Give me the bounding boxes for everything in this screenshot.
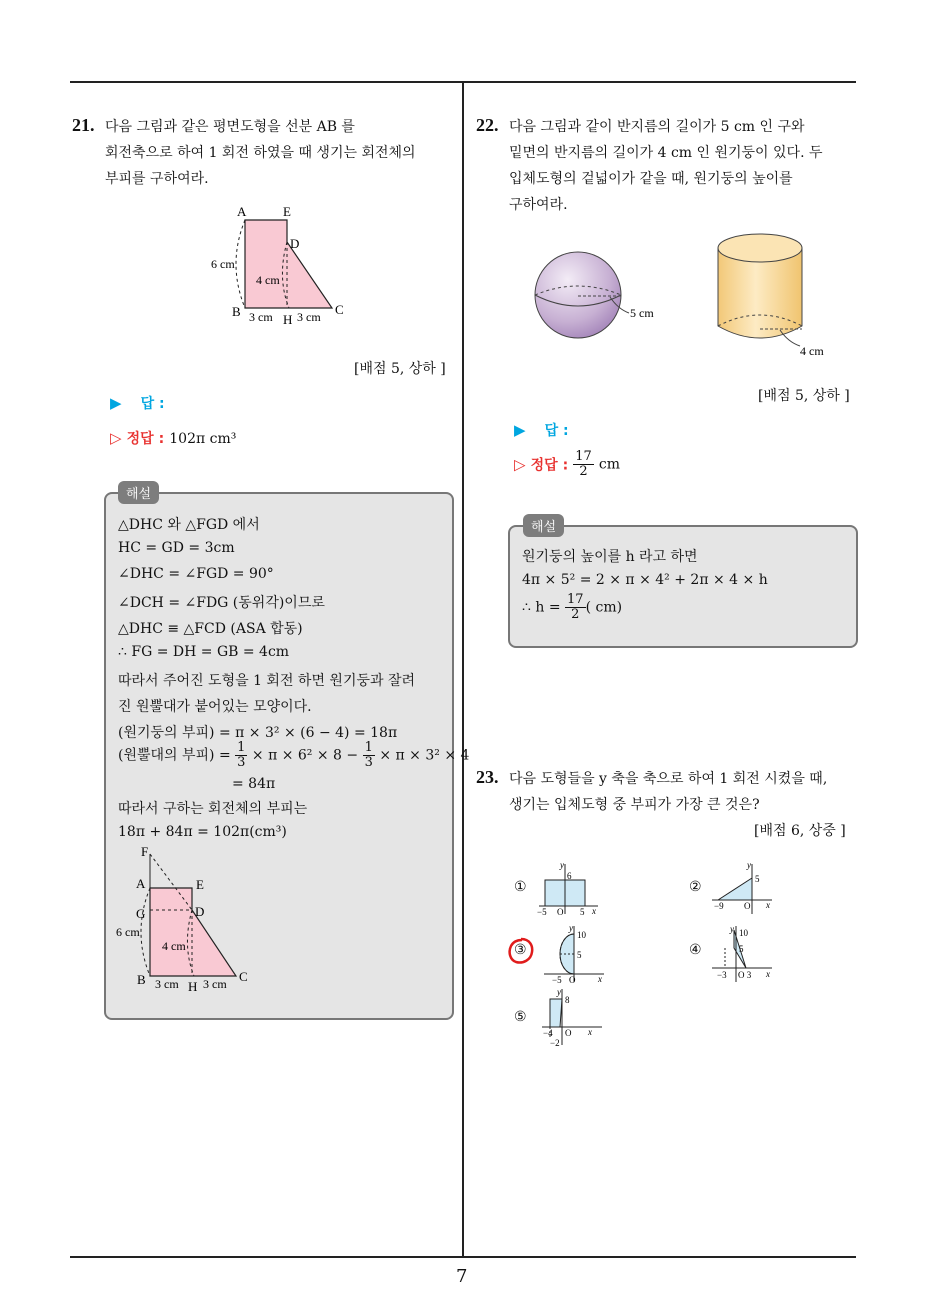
answer-arrow-icon: ▶ <box>514 421 526 439</box>
bottom-rule <box>70 1256 856 1258</box>
q21-answer-row <box>110 393 165 413</box>
q21-label-3cm-a: 3 cm <box>249 310 273 324</box>
q23-option-4-graph[interactable] <box>708 922 778 984</box>
q21-sol-13: 18π + 84π = 102π(cm³) <box>118 824 287 840</box>
q21-label-4cm: 4 cm <box>256 273 280 287</box>
q21-sol-7: 따라서 주어진 도형을 1 회전 하면 원기둥과 잘려 <box>118 673 416 689</box>
q23-line-1: 다음 도형들을 y 축을 축으로 하여 1 회전 시켰을 때, <box>509 771 828 787</box>
q23-option-1-graph[interactable] <box>534 858 604 918</box>
svg-text:−5: −5 <box>552 975 562 984</box>
q21-sol-label-F: F <box>141 844 149 859</box>
q22-correct-frac: $\frac{17}{2}$ <box>575 449 592 479</box>
svg-text:O 3: O 3 <box>738 970 752 980</box>
svg-text:8: 8 <box>565 995 570 1005</box>
q21-sol-label-E: E <box>196 877 204 892</box>
q21-sol-label-H: H <box>188 979 198 992</box>
q21-correct-value: 102π cm³ <box>169 431 237 447</box>
q21-frac-1: $\frac{1}{3}$ <box>237 740 246 770</box>
q23-number: 23. <box>476 767 499 787</box>
svg-text:6: 6 <box>567 871 572 881</box>
q23-option-3-graph[interactable] <box>540 922 610 984</box>
q21-label-C: C <box>335 302 344 317</box>
page-number: 7 <box>456 1266 468 1287</box>
q23-option-2-graph[interactable] <box>708 858 778 918</box>
q21-sol-11: = 84π <box>232 776 276 792</box>
q22-correct-label: 정답 : <box>530 457 569 474</box>
q21-sol-4: ∠DCH = ∠FDG (동위각)이므로 <box>118 595 325 611</box>
q21-sol-label-6cm: 6 cm <box>116 925 140 939</box>
q21-label-B: B <box>232 304 241 319</box>
svg-text:10: 10 <box>739 928 748 938</box>
q22-number: 22. <box>476 115 499 135</box>
q21-sol-shape <box>150 888 236 976</box>
correct-arrow-icon: ▷ <box>110 429 122 447</box>
q21-sol-10: (원뿔대의 부피) = $\frac{1}{3}$ × π × 6² × 8 − $\frac{1}{3}$ × π × 3² × 4 <box>118 740 470 770</box>
q22-sphere-figure <box>530 245 670 345</box>
q21-solution-figure <box>112 842 262 992</box>
q22-sol-frac: $\frac{17}{2}$ <box>567 592 584 622</box>
q22-correct-unit: cm <box>598 456 621 473</box>
svg-text:5: 5 <box>580 907 585 917</box>
q22-line-1: 다음 그림과 같이 반지름의 길이가 5 cm 인 구와 <box>509 119 805 135</box>
q21-label-E: E <box>283 204 291 219</box>
q21-line-1: 다음 그림과 같은 평면도형을 선분 AB 를 <box>105 119 355 135</box>
q22-answer-label: 답 : <box>544 423 569 439</box>
svg-text:y: y <box>569 923 573 933</box>
q21-solution-tag: 해설 <box>118 481 159 504</box>
q22-sol-3: ∴ h = $\frac{17}{2}$ ( cm) <box>522 592 623 622</box>
q23-points: [배점 6, 상중 ] <box>754 823 846 839</box>
q21-sol-1: △DHC 와 △FGD 에서 <box>118 517 260 533</box>
q21-arc-left <box>236 220 245 308</box>
svg-text:x: x <box>766 969 770 979</box>
q21-frac-2: $\frac{1}{3}$ <box>364 740 373 770</box>
svg-text:O: O <box>569 975 576 984</box>
svg-text:10: 10 <box>577 930 586 940</box>
q21-sol-5: △DHC ≡ △FCD (ASA 합동) <box>118 621 303 637</box>
q23-option-2-marker[interactable]: ② <box>689 879 702 895</box>
q22-line-2: 밑면의 반지름의 길이가 4 cm 인 원기둥이 있다. 두 <box>509 145 823 161</box>
q21-line-3: 부피를 구하여라. <box>105 171 209 187</box>
q22-solution-tag: 해설 <box>523 514 564 537</box>
svg-text:−3: −3 <box>717 970 727 980</box>
q21-label-D: D <box>290 236 300 251</box>
q21-sol-label-B: B <box>137 972 146 987</box>
svg-text:O: O <box>744 901 751 911</box>
q22-line-4: 구하여라. <box>509 197 568 213</box>
q23-option-5-graph[interactable] <box>538 985 608 1047</box>
svg-text:x: x <box>598 974 602 984</box>
column-divider <box>462 82 464 1257</box>
svg-text:x: x <box>592 906 596 916</box>
q21-points: [배점 5, 상하 ] <box>354 361 446 377</box>
q21-answer-label: 답 : <box>140 396 165 412</box>
svg-text:y: y <box>730 924 734 934</box>
svg-text:O: O <box>557 907 564 917</box>
q22-sphere-label: 5 cm <box>630 306 654 320</box>
q22-cylinder-label: 4 cm <box>800 344 824 358</box>
q22-correct-row <box>514 450 620 479</box>
svg-text:−2: −2 <box>550 1038 560 1047</box>
q21-sol-label-3cm-a: 3 cm <box>155 977 179 991</box>
q23-option-3-marker[interactable]: ③ <box>514 942 527 958</box>
q21-correct-row <box>110 428 236 448</box>
svg-text:−5: −5 <box>537 907 547 917</box>
svg-text:x: x <box>766 900 770 910</box>
q22-cylinder-top <box>718 234 802 262</box>
q21-sol-3: ∠DHC = ∠FGD = 90° <box>118 566 274 582</box>
q21-sol-12: 따라서 구하는 회전체의 부피는 <box>118 801 308 817</box>
answer-arrow-icon: ▶ <box>110 394 122 412</box>
q21-label-H: H <box>283 312 293 327</box>
svg-text:−9: −9 <box>714 901 724 911</box>
svg-text:y: y <box>560 860 564 870</box>
q21-shape <box>245 220 332 308</box>
q21-label-6cm: 6 cm <box>211 257 235 271</box>
q23-line-2: 생기는 입체도형 중 부피가 가장 큰 것은? <box>509 797 760 813</box>
q21-figure <box>205 200 350 330</box>
svg-text:O: O <box>565 1028 572 1038</box>
q21-label-A: A <box>237 204 247 219</box>
q22-line-3: 입체도형의 겉넓이가 같을 때, 원기둥의 높이를 <box>509 171 793 187</box>
q22-sol-2: 4π × 5² = 2 × π × 4² + 2π × 4 × h <box>522 572 768 588</box>
q21-sol-label-D: D <box>195 904 205 919</box>
q23-option-4-marker[interactable]: ④ <box>689 942 702 958</box>
correct-arrow-icon: ▷ <box>514 455 526 474</box>
q23-option-1-marker[interactable]: ① <box>514 879 527 895</box>
q22-sphere <box>535 252 621 338</box>
svg-text:5: 5 <box>577 950 582 960</box>
q21-sol-label-C: C <box>239 969 248 984</box>
q21-sol-arc-left <box>141 888 150 976</box>
svg-text:y: y <box>557 987 561 997</box>
q21-label-3cm-b: 3 cm <box>297 310 321 324</box>
svg-text:5: 5 <box>755 874 760 884</box>
q21-sol-9: (원기둥의 부피) = π × 3² × (6 − 4) = 18π <box>118 725 398 741</box>
q21-sol-label-3cm-b: 3 cm <box>203 977 227 991</box>
svg-text:y: y <box>747 860 751 870</box>
q21-sol-6: ∴ FG = DH = GB = 4cm <box>118 644 290 660</box>
svg-text:5: 5 <box>739 944 744 954</box>
svg-text:−4: −4 <box>543 1028 553 1038</box>
q21-sol-label-A: A <box>136 876 146 891</box>
svg-text:x: x <box>588 1027 592 1037</box>
q22-cylinder-figure <box>712 226 842 361</box>
q22-points: [배점 5, 상하 ] <box>758 388 850 404</box>
q21-correct-label: 정답 : <box>126 431 165 447</box>
q21-sol-8: 진 원뿔대가 붙어있는 모양이다. <box>118 699 312 715</box>
q22-sol-1: 원기둥의 높이를 h 라고 하면 <box>522 549 698 565</box>
q21-line-2: 회전축으로 하여 1 회전 하였을 때 생기는 회전체의 <box>105 145 416 161</box>
q21-sol-label-G: G <box>136 906 146 921</box>
q22-answer-row <box>514 420 569 440</box>
q21-number: 21. <box>72 115 95 135</box>
q21-sol-label-4cm: 4 cm <box>162 939 186 953</box>
q23-option-5-marker[interactable]: ⑤ <box>514 1009 527 1025</box>
q21-sol-2: HC = GD = 3cm <box>118 540 235 556</box>
